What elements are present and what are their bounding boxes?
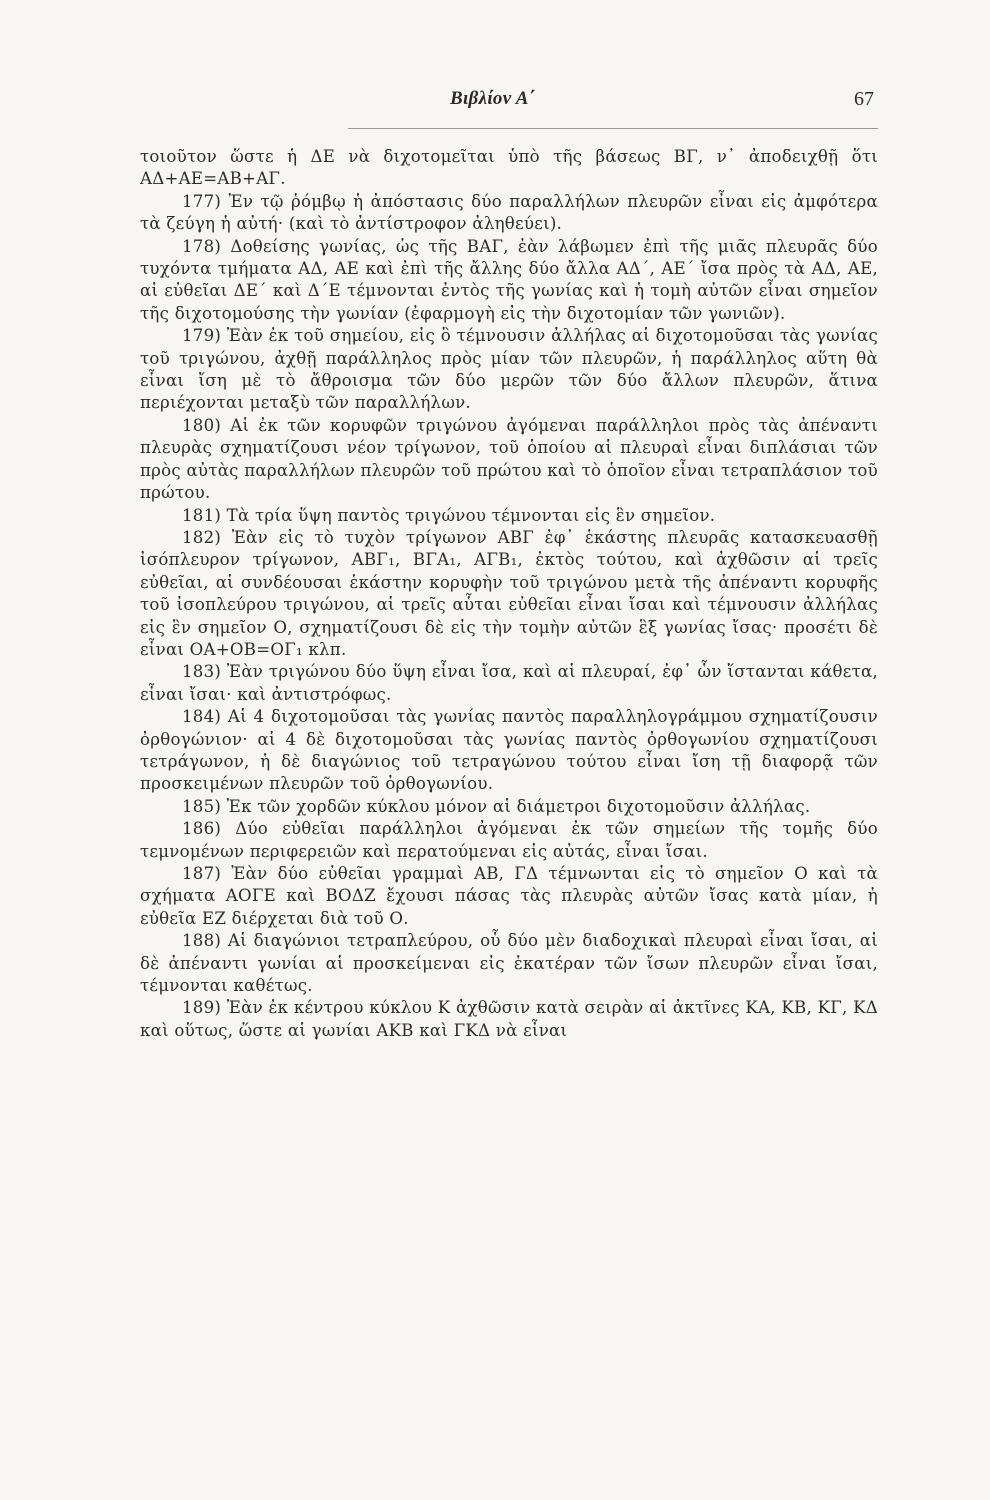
exercise-178: 178) Δοθείσης γωνίας, ὡς τῆς ΒΑΓ, ἐὰν λάβωμεν ἐπὶ τῆς μιᾶς πλευρᾶς δύο τυχόντα τμήματα ΑΔ, ΑΕ καὶ ἐπὶ τῆς ἄλλης δύο ἄλλα ΑΔ΄, ΑΕ΄ ἴσα πρὸς τὰ ΑΔ, ΑΕ, αἱ εὐθεῖαι ΔΕ΄ καὶ Δ΄Ε τέμνονται ἐντὸς τῆς γωνίας καὶ ἡ τομὴ αὐτῶν εἶναι σημεῖον τῆς διχοτομούσης τὴν γωνίαν (ἐφαρμογὴ εἰς τὴν διχοτομίαν τῶν γωνιῶν). [140, 236, 878, 323]
exercise-185: 185) Ἐκ τῶν χορδῶν κύκλου μόνον αἱ διάμετροι διχοτομοῦσιν ἀλλήλας. [182, 796, 811, 816]
exercise-189: 189) Ἐὰν ἐκ κέντρου κύκλου Κ ἀχθῶσιν κατὰ σειρὰν αἱ ἀκτῖνες ΚΑ, ΚΒ, ΚΓ, ΚΔ καὶ οὕτως, ὥστε αἱ γωνίαι ΑΚΒ καὶ ΓΚΔ νὰ εἶναι [140, 998, 878, 1040]
exercise-182: 182) Ἐὰν εἰς τὸ τυχὸν τρίγωνον ΑΒΓ ἐφ᾽ ἑκάστης πλευρᾶς κατασκευασθῇ ἰσόπλευρον τρίγωνον, ΑΒΓ₁, ΒΓΑ₁, ΑΓΒ₁, ἐκτὸς τούτου, καὶ ἀχθῶσιν αἱ τρεῖς εὐθεῖαι, αἱ συνδέουσαι ἑκάστην κορυφὴν τοῦ τριγώνου μετὰ τῆς ἀπέναντι κορυφῆς τοῦ ἰσοπλεύρου τριγώνου, αἱ τρεῖς αὗται εὐθεῖαι εἶναι ἴσαι καὶ τέμνουσιν ἀλλήλας εἰς ἓν σημεῖον Ο, σχηματίζουσι δὲ εἰς τὴν τομὴν αὐτῶν ἓξ γωνίας ἴσας· προσέτι δὲ εἶναι ΟΑ+ΟΒ=ΟΓ₁ κλπ. [140, 527, 878, 659]
running-head [140, 88, 880, 118]
running-head-title: Βιβλίον Α΄ [450, 88, 536, 109]
exercise-187: 187) Ἐὰν δύο εὐθεῖαι γραμμαὶ ΑΒ, ΓΔ τέμνωνται εἰς τὸ σημεῖον Ο καὶ τὰ σχήματα ΑΟΓΕ καὶ ΒΟΔΖ ἔχουσι πάσας τὰς πλευρὰς αὐτῶν ἴσας κατὰ μίαν, ἡ εὐθεῖα ΕΖ διέρχεται διὰ τοῦ Ο. [140, 864, 878, 928]
exercise-183: 183) Ἐὰν τριγώνου δύο ὕψη εἶναι ἴσα, καὶ αἱ πλευραί, ἐφ᾽ ὧν ἵστανται κάθετα, εἶναι ἴσαι· καὶ ἀντιστρόφως. [140, 662, 878, 704]
exercise-179: 179) Ἐὰν ἐκ τοῦ σημείου, εἰς ὃ τέμνουσιν ἀλλήλας αἱ διχοτομοῦσαι τὰς γωνίας τοῦ τριγώνου, ἀχθῇ παράλληλος πρὸς μίαν τῶν πλευρῶν, ἡ παράλληλος αὕτη θὰ εἶναι ἴση μὲ τὸ ἄθροισμα τῶν δύο μερῶν τῶν δύο ἄλλων πλευρῶν, ἅτινα περιέχονται μεταξὺ τῶν παραλλήλων. [140, 326, 878, 413]
page-number: 67 [854, 88, 874, 110]
exercise-180: 180) Αἱ ἐκ τῶν κορυφῶν τριγώνου ἀγόμεναι παράλληλοι πρὸς τὰς ἀπέναντι πλευρὰς σχηματίζουσι νέον τρίγωνον, τοῦ ὁποίου αἱ πλευραὶ εἶναι διπλάσιαι τῶν πρὸς αὐτὰς παραλλήλων πλευρῶν τοῦ πρώτου καὶ τὸ ὁποῖον εἶναι τετραπλάσιον τοῦ πρώτου. [140, 415, 878, 503]
exercise-184: 184) Αἱ 4 διχοτομοῦσαι τὰς γωνίας παντὸς παραλληλογράμμου σχηματίζουσιν ὀρθογώνιον· αἱ 4 δὲ διχοτομοῦσαι τὰς γωνίας παντὸς ὀρθογωνίου σχηματίζουσι τετράγωνον, ἡ δὲ διαγώνιος τοῦ τετραγώνου τούτου εἶναι ἴση τῇ διαφορᾷ τῶν προσκειμένων πλευρῶν τοῦ ὀρθογωνίου. [140, 707, 878, 794]
paragraph-continued: τοιοῦτον ὥστε ἡ ΔΕ νὰ διχοτομεῖται ὑπὸ τῆς βάσεως ΒΓ, ν᾽ ἀποδειχθῇ ὅτι ΑΔ+ΑΕ=ΑΒ+ΑΓ. [140, 147, 878, 189]
exercise-181: 181) Τὰ τρία ὕψη παντὸς τριγώνου τέμνονται εἰς ἓν σημεῖον. [182, 505, 716, 525]
exercise-186: 186) Δύο εὐθεῖαι παράλληλοι ἀγόμεναι ἐκ τῶν σημείων τῆς τομῆς δύο τεμνομένων περιφερειῶν καὶ περατούμεναι εἰς αὐτάς, εἶναι ἴσαι. [140, 819, 878, 861]
exercise-177: 177) Ἐν τῷ ῥόμβῳ ἡ ἀπόστασις δύο παραλλήλων πλευρῶν εἶναι εἰς ἀμφότερα τὰ ζεύγη ἡ αὐτή· (καὶ τὸ ἀντίστροφον ἀληθεύει). [140, 191, 878, 234]
body-text [140, 146, 878, 1042]
header-rule [348, 128, 878, 129]
exercise-188: 188) Αἱ διαγώνιοι τετραπλεύρου, οὗ δύο μὲν διαδοχικαὶ πλευραὶ εἶναι ἴσαι, αἱ δὲ ἀπέναντι γωνίαι αἱ προσκείμεναι εἰς ἑκατέραν τῶν ἴσων πλευρῶν εἶναι ἴσαι, τέμνονται καθέτως. [140, 931, 878, 996]
